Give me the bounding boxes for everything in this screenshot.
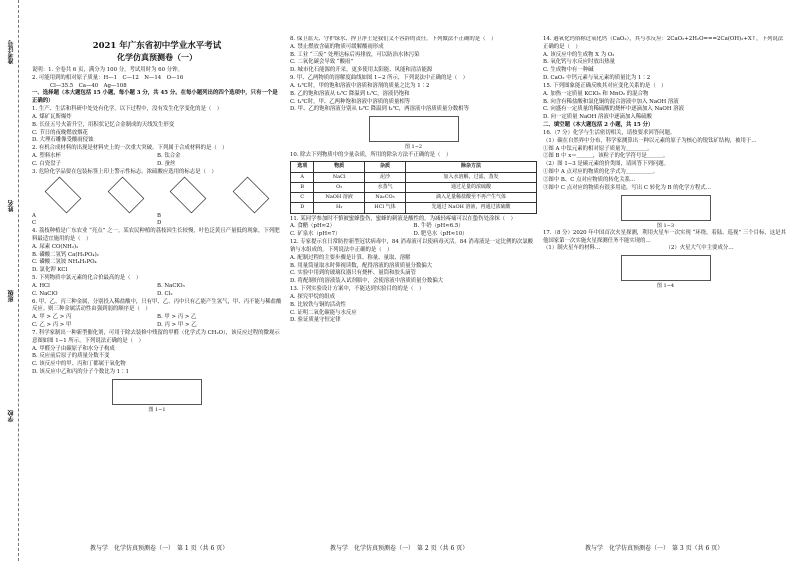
option-item: B. NaClO₃ (157, 282, 185, 289)
option-item: （2）图 1−3 是碳元素的价类图，请回答下列问题。 (543, 161, 670, 168)
table-cell: H₂ (314, 203, 365, 213)
hazard-symbol-icon (232, 176, 269, 213)
admission-label: 准考证号 (8, 40, 15, 64)
footer-page-2: 教与学 化学仿真预测卷（一） 第 2 页（共 6 页） (330, 545, 469, 552)
question-stem: 9. 甲、乙两物质的溶解度曲线如图 1−2 所示，下列说法中正确的是（ ） (290, 75, 468, 82)
figure-box (621, 195, 711, 221)
question-options (32, 283, 282, 299)
instruction-3: Cl—35.5 Ca—40 Ag—108 (50, 82, 127, 89)
table-header-cell: 物质 (314, 162, 365, 172)
option-item: ①图 A 中钛元素的相对原子质量为＿＿＿＿。 (543, 145, 653, 152)
option-item: B. 工业 “三废” 处理达标后再排放，可以防治水体污染 (290, 51, 420, 58)
figure-caption: 图 1−2 (404, 144, 423, 151)
option-item: D. 该反应中乙和丙的分子个数比为 1∶1 (32, 369, 129, 376)
question-options (32, 213, 282, 229)
question-options (290, 223, 537, 239)
hazard-symbol-icon (107, 176, 144, 213)
option-item: C. NaClO (32, 290, 58, 297)
question-options (290, 294, 537, 325)
table-header-cell: 选项 (291, 162, 314, 172)
option-item: ②图 B 中 x＝＿＿＿，该粒子的化学符号是＿＿＿。 (543, 153, 669, 160)
question-stem: 14. 過氧化钙俗称过氧化钙（CaO₂），其与水反应：2CaO₂+2H₂O===2Ca(OH)₂+X↑，下列说法正确的是（ ） (543, 36, 784, 50)
option-item: B. 用量筒量取水时仰视读数，配得溶液的溶质质量分数偏大 (290, 262, 433, 269)
question-stem: 11. 某同学参加时不慎被蜜蜂蛰伤，蜜蜂的刺液是酸性的。为减轻疼痛可以在蛰伤处涂抹（ ） (290, 215, 516, 222)
class-label: 班级 (8, 290, 15, 302)
table-cell: D (291, 203, 314, 213)
option-item: C. t₁℃时，甲、乙两种饱和溶液中溶质的质量相等 (290, 98, 411, 105)
question-options (543, 91, 788, 122)
question-stem: 17.（8 分）2020 年中国首次火星探测，利用火星车一次实现 “环绕、着陆、巡视” 三个目标，这是其他国家第一次实施火星探测任务不能实现的… (543, 229, 786, 244)
option-item: D. Cl₂ (157, 290, 173, 297)
option-item: B. 钛合金 (157, 153, 181, 160)
table-row (291, 182, 537, 192)
option-item: C. 磷酸二氢铵 NH₄H₂PO₄ (32, 259, 97, 266)
table-cell: O₂ (314, 182, 365, 192)
hazard-symbol-icon (170, 176, 207, 213)
figure-caption: 图 1−3 (656, 222, 675, 229)
question-stem: 二、填空题（本大题包括 2 小题，共 15 分） (543, 122, 654, 129)
option-item: D. 大理石雕像受酸雨侵蚀 (32, 137, 94, 144)
option-item: B. 向含有稀盐酸和氯化铜的混合溶液中加入 NaOH 溶液 (543, 98, 679, 105)
instruction-1: 说明：1. 全卷共 6 页，满分为 100 分，考试用时为 60 分钟。 (32, 66, 183, 73)
column-2 (290, 36, 537, 536)
option-item: （1）制火星车的材料… (543, 245, 601, 252)
question-options (543, 138, 788, 193)
option-item: B. 牛奶（pH≈6.5） (413, 223, 464, 230)
binding-strip (0, 0, 26, 561)
table-header-cell: 杂质 (364, 162, 405, 172)
question-options (290, 83, 537, 114)
question-stem: 1. 生产、生活和科研中处处有化学。以下过程中，没有发生化学变化的是（ ） (32, 106, 223, 113)
figure-box (621, 255, 711, 281)
option-item: C. 矿泉水（pH≈7） (290, 231, 341, 238)
option-item: B. 磷酸二氢钙 Ca(H₂PO₄)₂ (32, 251, 99, 258)
option-item: B. 比较铁与铜的活动性 (290, 301, 346, 308)
option-item: C. 白瓷盘子 (32, 160, 61, 167)
hazard-symbols (32, 180, 282, 210)
question-stem: 12. 专家提示在日常防控新型冠状病毒中，84 消毒液可以使病毒灭活。84 消毒液是一定比例的次氯酸钠与水组成的。下列说法中正确的是（ ） (290, 239, 534, 253)
question-stem: 7. 科学家制出一种新型催化剂，可用于除去装修中残留的甲醛（化学式为 CH₂O），该反应过程的微观示意图如图 1−1 所示，下列说法正确的是（ ） (32, 329, 280, 344)
option-item: A. 探究甲烷的组成 (290, 293, 336, 300)
option-item: D. CaO₂ 中钙元素与氧元素的质量比为 1∶2 (543, 75, 651, 82)
table-row (291, 172, 537, 182)
table-cell: 水蒸气 (364, 182, 405, 192)
figure-box (369, 116, 459, 142)
question-options (290, 44, 537, 75)
question-options (32, 314, 282, 330)
option-item: ①图中 A 点对应的物质的化学式为＿＿＿＿＿。 (543, 169, 659, 176)
questions-col1 (32, 106, 282, 414)
seal-line (18, 0, 19, 561)
exam-title: 2021 年广东省初中学业水平考试 (92, 41, 222, 51)
option-item: B (157, 212, 161, 219)
option-item: （2）火星大气中主要成分… (665, 245, 734, 252)
questions-col2 (290, 36, 537, 325)
name-label: 姓名 (8, 200, 15, 212)
hazard-symbol-icon (45, 176, 82, 213)
option-item: C. 二氧化碳会导致 “酸雨” (290, 59, 354, 66)
question-options (543, 52, 788, 83)
option-item: C. 实验中用到的玻璃仪器只有烧杯、量筒和胶头滴管 (290, 270, 416, 277)
question-options (32, 244, 282, 275)
option-item: B. 乙的饱和溶液从 t₂℃ 降温到 t₁℃，溶液仍饱和 (290, 90, 410, 97)
option-item: C. 生成物中有一种碱 (543, 67, 594, 74)
option-item: ③图中 C 点对应的物质有很多用途，写出 C 转化为 B 的化学方程式… (543, 184, 712, 191)
question-stem: 3. 危险化学品要在包装标签上印上警示性标志。浓硫酸应选用的标志是（ ） (32, 168, 217, 175)
question-options (32, 153, 282, 169)
figure-box (112, 379, 202, 405)
option-item: ②图中 B、C 点对应物质的转化关系… (543, 176, 636, 183)
option-item: A. 煤矿瓦斯爆炸 (32, 113, 72, 120)
question-stem: 10. 除去下列物质中的少量杂质，所用的除杂方法不正确的是（ ） (290, 151, 452, 158)
option-item: A. HCl (32, 282, 50, 289)
option-item: A. 配制过程的主要步骤是计算、称量、量取、溶解 (290, 254, 411, 261)
option-item: C. 证明二氧化碳能与水反应 (290, 309, 357, 316)
option-item: C (32, 220, 37, 227)
footer-page-3: 教与学 化学仿真预测卷（一） 第 3 页（共 6 页） (585, 545, 724, 552)
option-item: A. 加热一定质量 KClO₃ 和 MnO₂ 的混合物 (543, 90, 649, 97)
table-cell: 通过足量的浓硫酸 (406, 182, 537, 192)
table-cell: 先通过 NaOH 溶液，再通过浓硫酸 (406, 203, 537, 213)
option-item: B. 甲 > 丙 > 乙 (157, 314, 197, 321)
column-1 (32, 36, 282, 536)
table-header-cell: 除杂方法 (406, 162, 537, 172)
question-stem: 6. 甲、乙、丙三种金属，分别投入稀盐酸中，只有甲、乙、丙中只有乙能产生氢气，甲、丙不能与稀盐酸反应。则三种金属活动性由强到弱的顺序是（ ） (32, 298, 282, 313)
question-stem: 16.（7 分）化学与生活密切相关，请按要求回答问题。 (543, 129, 676, 136)
table-cell: 滴入足量稀盐酸至不再产生气体 (406, 193, 537, 203)
option-item: A. 禁止燃放含硫的物质可缓解酸雨形成 (290, 43, 384, 50)
question-stem: 5. 下列物质中氯元素的化合价最高的是（ ） (32, 275, 142, 282)
table-cell: Na₂CO₃ (364, 193, 405, 203)
option-item: C. 该反应中的甲、丙和丁都属于氧化物 (32, 361, 126, 368)
instruction-2: 2. 可能用到的相对原子质量：H—1 C—12 N—14 O—16 (32, 74, 184, 81)
option-item: D. 验证质量守恒定律 (290, 317, 341, 324)
table-header-row (291, 162, 537, 172)
column-3 (543, 36, 788, 536)
question-stem: 8. 保卫蓝天、守护绿水、捍卫净土是我们义不容辞的责任。下列做法不正确的是（ ） (290, 36, 497, 42)
table-row (291, 193, 537, 203)
option-item: （1）碳在自然界中分布，科学家测算出一种以元素的原子为核心的锐钛矿结构，被用于… (543, 137, 757, 144)
questions-col3 (543, 36, 788, 291)
question-options (543, 245, 788, 253)
impurity-table (290, 161, 537, 213)
question-stem: 15. 下列图象能正确反映其对应变化关系的是（ ） (543, 82, 667, 89)
option-item: D. 蚕丝 (157, 160, 176, 167)
table-cell: C (291, 193, 314, 203)
question-stem: 13. 下列实验设计方案中，不能达到实验目的的是（ ） (290, 286, 425, 293)
option-item: D. 向一定质量 NaOH 溶液中逐滴加入稀硫酸 (543, 114, 652, 121)
question-stem: 2. 有机合成材料的出现是材料史上的一次重大突破。下列属于合成材料的是（ ） (32, 145, 228, 152)
footer-page-1: 教与学 化学仿真预测卷（一） 第 1 页（共 6 页） (90, 545, 229, 552)
option-item: B. 氧化钙与水反应时放出热量 (543, 59, 616, 66)
question-stem: 4. 荔枝种植是广东农业 “亮点” 之一。某农民种植的荔枝因生长较慢，叶色泛黄且产量低的现象，下列肥料最适宜施用的是（ ） (32, 228, 280, 242)
option-item: D. 甲、乙的饱和溶液分别从 t₂℃ 降温到 t₁℃，两溶液中溶质质量分数相等 (290, 106, 469, 113)
option-item: A. t₁℃时，甲的饱和溶液中溶质和溶剂的质量之比为 1∶2 (290, 82, 430, 89)
option-item: C. 节日的夜晚燃放烟花 (32, 129, 88, 136)
option-item: D. 将配制好的溶液装入试剂瓶中，会使溶液中溶质质量分数偏大 (290, 278, 444, 285)
table-row (291, 203, 537, 213)
option-item: A. 尿素 CO(NH₂)₂ (32, 243, 79, 250)
option-item: A. 食醋（pH≈2） (290, 223, 335, 230)
table-cell: NaCl (314, 172, 365, 182)
option-item: C. 乙 > 丙 > 甲 (32, 322, 72, 329)
figure-caption: 图 1−1 (148, 406, 166, 413)
option-item: D (157, 220, 162, 227)
question-options (290, 255, 537, 286)
section-1-heading: 一、选择题（本大题包括 15 小题，每小题 3 分，共 45 分。在每小题列出的四个选项中，只有一个是正确的） (32, 90, 278, 105)
table-cell: 加入水溶解，过滤，蒸发 (406, 172, 537, 182)
figure-caption: 图 1−4 (656, 283, 675, 290)
table-cell: HCl 气体 (364, 203, 405, 213)
table-cell: NaOH 溶液 (314, 193, 365, 203)
option-item: D. 丙 > 甲 > 乙 (157, 322, 197, 329)
option-item: A. 甲 > 乙 > 丙 (32, 314, 72, 321)
option-item: A. 甲醛分子由碳原子和水分子构成 (32, 345, 115, 352)
option-item: A. 塑料水杯 (32, 153, 61, 160)
option-item: B. 长征五号火箭升空，用积状记忆合金制成的天线发生形变 (32, 121, 175, 128)
table-cell: A (291, 172, 314, 182)
option-item: D. 肥皂水（pH≈10） (413, 231, 468, 238)
question-options (32, 346, 282, 377)
question-options (32, 114, 282, 145)
table-cell: B (291, 182, 314, 192)
option-item: B. 反应前后原子的质量分数不变 (32, 353, 110, 360)
exam-subtitle: 化学仿真预测卷（一） (117, 52, 197, 63)
option-item: D. 氯化钾 KCl (32, 267, 68, 274)
option-item: C. 向盛有一定质量的稀硫酸的烧杯中逐滴加入 NaOH 溶液 (543, 106, 685, 113)
option-item: A (32, 212, 36, 219)
option-item: A. 该反应中的生成物 X 为 O₂ (543, 51, 615, 58)
table-cell: 泥沙 (364, 172, 405, 182)
option-item: D. 城市化石能源的开采，更多使用太阳能、风能和清洁能源 (290, 67, 433, 74)
school-label: 学校 (8, 410, 15, 422)
